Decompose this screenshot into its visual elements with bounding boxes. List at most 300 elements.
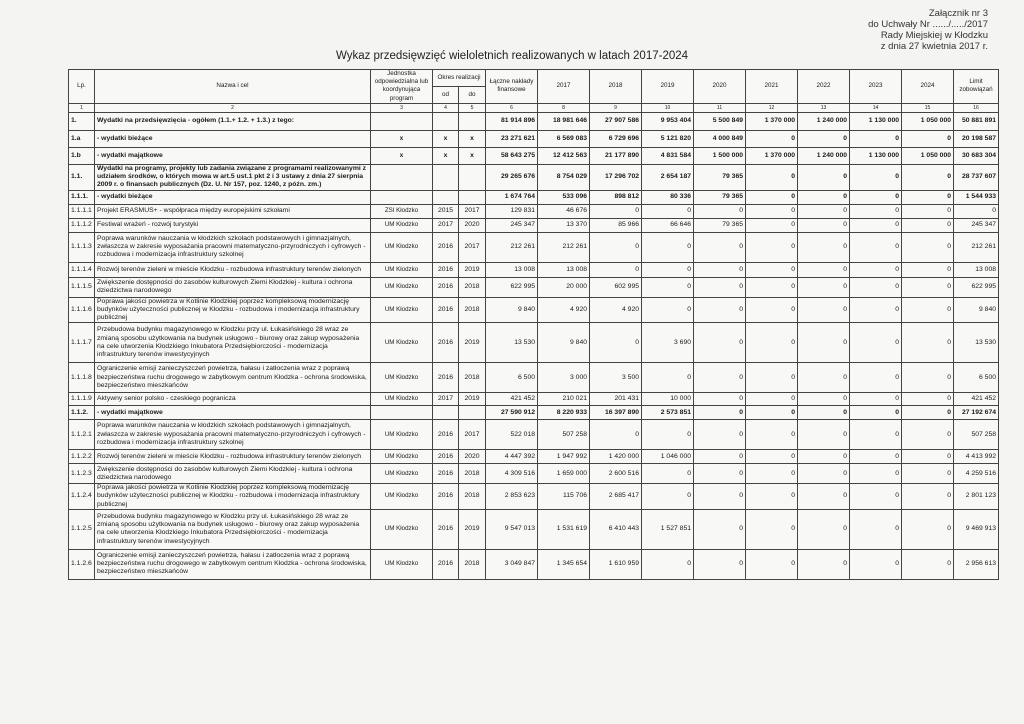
row-year-value: 0 <box>746 232 798 262</box>
row-to: 2018 <box>459 277 486 297</box>
row-year-value: 0 <box>746 323 798 363</box>
row-to: 2017 <box>459 232 486 262</box>
table-row <box>69 277 999 297</box>
row-from: 2017 <box>433 218 459 232</box>
row-lp: 1.1.1.6 <box>69 297 95 323</box>
row-year-value: 0 <box>746 131 798 148</box>
row-year-value: 20 000 <box>538 277 590 297</box>
row-year-value: 0 <box>746 218 798 232</box>
row-year-value: 0 <box>798 464 850 484</box>
row-lp: 1.1.1.4 <box>69 262 95 277</box>
row-year-value: 0 <box>798 509 850 549</box>
row-year-value: 0 <box>902 509 954 549</box>
column-number: 5 <box>459 103 486 112</box>
row-total: 622 995 <box>486 277 538 297</box>
row-from: x <box>433 148 459 165</box>
row-year-value: 0 <box>746 297 798 323</box>
row-limit: 9 469 913 <box>954 509 999 549</box>
row-from: 2016 <box>433 420 459 450</box>
column-number: 13 <box>798 103 850 112</box>
row-year-value: 0 <box>694 363 746 393</box>
row-year-value: 0 <box>902 420 954 450</box>
row-lp: 1.1.1.9 <box>69 393 95 406</box>
row-year-value: 0 <box>746 484 798 510</box>
row-total: 4 309 516 <box>486 464 538 484</box>
row-year-value: 3 500 <box>590 363 642 393</box>
row-lp: 1.1.1.3 <box>69 232 95 262</box>
table-row <box>69 450 999 464</box>
table-row <box>69 232 999 262</box>
row-year-value: 0 <box>902 393 954 406</box>
row-year-value: 533 096 <box>538 190 590 204</box>
header-2021: 2021 <box>746 70 798 104</box>
row-year-value: 0 <box>850 277 902 297</box>
row-name: Ograniczenie emisji zanieczyszczeń powietrza, hałasu i zatłoczenia wraz z poprawą bezpieczeństwa ruchu drogowego w zabytkowym centrum Kłodzka - ochrona środowiska, bezpieczeństwo mieszkańców <box>95 363 371 393</box>
row-year-value: 0 <box>902 297 954 323</box>
table-row <box>69 218 999 232</box>
row-total: 29 265 676 <box>486 165 538 191</box>
header-from: od <box>433 86 459 103</box>
row-year-value: 17 296 702 <box>590 165 642 191</box>
column-number: 12 <box>746 103 798 112</box>
row-lp: 1.1.2.4 <box>69 484 95 510</box>
row-name: Poprawa jakości powietrza w Kotlinie Kłodzkiej poprzez kompleksową modernizację budynków użyteczności publicznej w Kłodzku - rozbudowa i modernizacja infrastruktury publicznej <box>95 484 371 510</box>
row-year-value: 0 <box>798 190 850 204</box>
row-year-value: 2 600 516 <box>590 464 642 484</box>
row-lp: 1.a <box>69 131 95 148</box>
row-limit: 27 192 674 <box>954 406 999 420</box>
header-to: do <box>459 86 486 103</box>
row-year-value: 8 754 029 <box>538 165 590 191</box>
row-name: Rozwój terenów zieleni w mieście Kłodzku - rozbudowa infrastruktury terenów zielonych <box>95 450 371 464</box>
row-unit <box>371 113 433 131</box>
row-year-value: 0 <box>746 450 798 464</box>
row-year-value: 21 177 890 <box>590 148 642 165</box>
row-year-value: 0 <box>590 204 642 218</box>
row-unit: x <box>371 148 433 165</box>
header-unit: Jednostka odpowiedzialna lub koordynująca program <box>371 70 433 104</box>
header-row <box>69 70 999 87</box>
row-limit: 30 683 304 <box>954 148 999 165</box>
row-unit: UM Kłodzko <box>371 549 433 579</box>
row-year-value: 0 <box>746 190 798 204</box>
row-year-value: 0 <box>850 323 902 363</box>
table-row <box>69 393 999 406</box>
row-year-value: 0 <box>746 420 798 450</box>
row-to <box>459 406 486 420</box>
row-from: 2016 <box>433 323 459 363</box>
row-year-value: 0 <box>694 484 746 510</box>
row-year-value: 0 <box>798 420 850 450</box>
row-year-value: 0 <box>694 406 746 420</box>
column-number: 1 <box>69 103 95 112</box>
row-name: - wydatki majątkowe <box>95 406 371 420</box>
annex-line-4: z dnia 27 kwietnia 2017 r. <box>880 41 988 52</box>
document-title: Wykaz przedsięwzięć wieloletnich realizowanych w latach 2017-2024 <box>335 50 689 62</box>
row-year-value: 0 <box>590 420 642 450</box>
row-year-value: 0 <box>590 323 642 363</box>
row-limit: 20 198 587 <box>954 131 999 148</box>
row-year-value: 0 <box>746 363 798 393</box>
row-lp: 1.1.1.5 <box>69 277 95 297</box>
header-2022: 2022 <box>798 70 850 104</box>
row-lp: 1.1.2.5 <box>69 509 95 549</box>
row-year-value: 898 812 <box>590 190 642 204</box>
row-year-value: 0 <box>798 277 850 297</box>
row-year-value: 6 569 083 <box>538 131 590 148</box>
row-lp: 1.1.1.7 <box>69 323 95 363</box>
row-unit: x <box>371 131 433 148</box>
row-total: 13 530 <box>486 323 538 363</box>
row-year-value: 80 336 <box>642 190 694 204</box>
row-year-value: 9 840 <box>538 323 590 363</box>
row-year-value: 212 261 <box>538 232 590 262</box>
table-row <box>69 464 999 484</box>
row-total: 9 840 <box>486 297 538 323</box>
row-year-value: 0 <box>694 420 746 450</box>
row-limit: 4 259 516 <box>954 464 999 484</box>
row-year-value: 0 <box>590 262 642 277</box>
row-limit: 28 737 607 <box>954 165 999 191</box>
row-total: 1 674 764 <box>486 190 538 204</box>
row-year-value: 0 <box>694 509 746 549</box>
row-limit: 6 500 <box>954 363 999 393</box>
row-year-value: 0 <box>902 406 954 420</box>
row-year-value: 0 <box>798 393 850 406</box>
row-year-value: 0 <box>798 218 850 232</box>
row-to <box>459 113 486 131</box>
row-year-value: 0 <box>850 262 902 277</box>
row-from <box>433 406 459 420</box>
row-year-value: 0 <box>798 165 850 191</box>
row-to <box>459 165 486 191</box>
row-name: - wydatki majątkowe <box>95 148 371 165</box>
row-year-value: 0 <box>694 549 746 579</box>
row-total: 58 643 275 <box>486 148 538 165</box>
row-year-value: 1 527 851 <box>642 509 694 549</box>
row-to: 2019 <box>459 323 486 363</box>
row-year-value: 210 021 <box>538 393 590 406</box>
row-total: 13 008 <box>486 262 538 277</box>
row-year-value: 12 412 563 <box>538 148 590 165</box>
row-year-value: 1 500 000 <box>694 148 746 165</box>
header-2017: 2017 <box>538 70 590 104</box>
row-year-value: 1 046 000 <box>642 450 694 464</box>
row-year-value: 3 690 <box>642 323 694 363</box>
row-year-value: 0 <box>850 549 902 579</box>
row-total: 2 853 623 <box>486 484 538 510</box>
row-year-value: 0 <box>694 323 746 363</box>
row-lp: 1.1.2.2 <box>69 450 95 464</box>
row-to: x <box>459 131 486 148</box>
row-year-value: 0 <box>798 323 850 363</box>
row-year-value: 1 130 000 <box>850 113 902 131</box>
row-year-value: 0 <box>850 204 902 218</box>
row-name: Przebudowa budynku magazynowego w Kłodzku przy ul. Łukasińskiego 28 wraz ze zmianą sposobu użytkowania na budynek usługowo - biurowy oraz zakup wyposażenia na cele utworzenia Kłodzkiego Inkubatora Przedsiębiorczości - modernizacja infrastruktury terenów inwestycyjnych <box>95 323 371 363</box>
row-year-value: 0 <box>642 297 694 323</box>
row-year-value: 8 220 933 <box>538 406 590 420</box>
row-name: Poprawa warunków nauczania w kłodzkich szkołach podstawowych i gimnazjalnych, zwłaszcza w zakresie wyposażania pracowni matematyczno-przyrodniczych i cyfrowych - rozbudowa i modernizacja infrastruktury szkolnej <box>95 232 371 262</box>
row-year-value: 0 <box>850 406 902 420</box>
row-unit: UM Kłodzko <box>371 323 433 363</box>
row-to: 2020 <box>459 218 486 232</box>
row-year-value: 0 <box>850 484 902 510</box>
row-limit: 622 995 <box>954 277 999 297</box>
row-year-value: 0 <box>902 131 954 148</box>
row-year-value: 0 <box>902 262 954 277</box>
row-lp: 1. <box>69 113 95 131</box>
row-year-value: 0 <box>746 262 798 277</box>
row-year-value: 0 <box>694 450 746 464</box>
row-to: x <box>459 148 486 165</box>
row-year-value: 79 365 <box>694 190 746 204</box>
row-year-value: 85 966 <box>590 218 642 232</box>
row-from: x <box>433 131 459 148</box>
row-total: 9 547 013 <box>486 509 538 549</box>
row-year-value: 1 050 000 <box>902 148 954 165</box>
row-year-value: 3 000 <box>538 363 590 393</box>
row-lp: 1.1.1.8 <box>69 363 95 393</box>
row-year-value: 0 <box>694 232 746 262</box>
row-unit <box>371 165 433 191</box>
row-unit: UM Kłodzko <box>371 297 433 323</box>
row-year-value: 0 <box>642 277 694 297</box>
row-year-value: 4 920 <box>538 297 590 323</box>
row-year-value: 10 000 <box>642 393 694 406</box>
row-year-value: 2 654 187 <box>642 165 694 191</box>
row-year-value: 0 <box>902 464 954 484</box>
row-year-value: 46 676 <box>538 204 590 218</box>
row-year-value: 4 920 <box>590 297 642 323</box>
row-unit: UM Kłodzko <box>371 450 433 464</box>
row-to: 2018 <box>459 484 486 510</box>
table-row <box>69 190 999 204</box>
header-2019: 2019 <box>642 70 694 104</box>
column-number: 4 <box>433 103 459 112</box>
row-year-value: 0 <box>694 277 746 297</box>
row-year-value: 0 <box>850 393 902 406</box>
row-from: 2016 <box>433 232 459 262</box>
row-name: Aktywny senior polsko - czeskiego pogranicza <box>95 393 371 406</box>
row-name: - wydatki bieżące <box>95 190 371 204</box>
row-year-value: 1 947 992 <box>538 450 590 464</box>
row-year-value: 0 <box>850 131 902 148</box>
row-total: 27 590 912 <box>486 406 538 420</box>
column-number: 10 <box>642 103 694 112</box>
column-number: 16 <box>954 103 999 112</box>
row-limit: 245 347 <box>954 218 999 232</box>
row-name: Przebudowa budynku magazynowego w Kłodzku przy ul. Łukasińskiego 28 wraz ze zmianą sposobu użytkowania na budynek usługowo - biurowy oraz zakup wyposażenia na cele utworzenia Kłodzkiego Inkubatora Przedsiębiorczości - modernizacja infrastruktury terenów inwestycyjnych <box>95 509 371 549</box>
header-name: Nazwa i cel <box>95 70 371 104</box>
row-name: Poprawa jakości powietrza w Kotlinie Kłodzkiej poprzez kompleksową modernizację budynków użyteczności publicznej w Kłodzku - rozbudowa i modernizacja infrastruktury publicznej <box>95 297 371 323</box>
table-row <box>69 131 999 148</box>
row-to: 2019 <box>459 509 486 549</box>
row-year-value: 2 685 417 <box>590 484 642 510</box>
row-year-value: 0 <box>642 484 694 510</box>
row-unit: UM Kłodzko <box>371 484 433 510</box>
row-year-value: 5 121 820 <box>642 131 694 148</box>
row-year-value: 1 240 000 <box>798 113 850 131</box>
row-year-value: 0 <box>642 262 694 277</box>
row-year-value: 1 240 000 <box>798 148 850 165</box>
row-year-value: 1 370 000 <box>746 148 798 165</box>
row-lp: 1.1.1.2 <box>69 218 95 232</box>
table-row <box>69 484 999 510</box>
row-year-value: 0 <box>694 297 746 323</box>
annex-line-1: Załącznik nr 3 <box>928 8 988 19</box>
row-unit: UM Kłodzko <box>371 509 433 549</box>
row-year-value: 1 130 000 <box>850 148 902 165</box>
row-year-value: 0 <box>902 484 954 510</box>
row-year-value: 1 610 959 <box>590 549 642 579</box>
row-to: 2019 <box>459 262 486 277</box>
table-row <box>69 509 999 549</box>
row-year-value: 0 <box>694 464 746 484</box>
header-period: Okres realizacji <box>433 70 486 87</box>
row-from: 2016 <box>433 297 459 323</box>
row-year-value: 13 370 <box>538 218 590 232</box>
row-year-value: 0 <box>746 509 798 549</box>
row-limit: 212 261 <box>954 232 999 262</box>
header-total: Łączne nakłady finansowe <box>486 70 538 104</box>
row-year-value: 0 <box>902 190 954 204</box>
column-number: 9 <box>590 103 642 112</box>
row-from: 2016 <box>433 484 459 510</box>
row-name: Ograniczenie emisji zanieczyszczeń powietrza, hałasu i zatłoczenia wraz z poprawą bezpieczeństwa ruchu drogowego w zabytkowym centrum Kłodzka - ochrona środowiska, bezpieczeństwo mieszkańców <box>95 549 371 579</box>
row-total: 212 261 <box>486 232 538 262</box>
row-limit: 507 258 <box>954 420 999 450</box>
row-from: 2017 <box>433 393 459 406</box>
column-number-row <box>69 103 999 112</box>
row-limit: 9 840 <box>954 297 999 323</box>
row-name: Wydatki na przedsięwzięcia - ogółem (1.1.+ 1.2. + 1.3.) z tego: <box>95 113 371 131</box>
row-year-value: 0 <box>902 363 954 393</box>
column-number: 8 <box>538 103 590 112</box>
row-year-value: 0 <box>798 484 850 510</box>
row-lp: 1.1. <box>69 165 95 191</box>
row-unit <box>371 190 433 204</box>
row-from: 2016 <box>433 464 459 484</box>
row-year-value: 79 365 <box>694 165 746 191</box>
row-unit: UM Kłodzko <box>371 464 433 484</box>
row-lp: 1.1.1. <box>69 190 95 204</box>
row-year-value: 0 <box>902 165 954 191</box>
row-year-value: 0 <box>902 450 954 464</box>
row-from: 2015 <box>433 204 459 218</box>
row-year-value: 507 258 <box>538 420 590 450</box>
row-year-value: 0 <box>746 277 798 297</box>
row-year-value: 4 000 849 <box>694 131 746 148</box>
row-year-value: 0 <box>746 204 798 218</box>
row-year-value: 0 <box>746 464 798 484</box>
annex-header <box>868 8 988 52</box>
column-number: 2 <box>95 103 371 112</box>
row-year-value: 2 573 851 <box>642 406 694 420</box>
row-lp: 1.1.2.3 <box>69 464 95 484</box>
row-year-value: 0 <box>798 549 850 579</box>
row-year-value: 5 500 849 <box>694 113 746 131</box>
row-year-value: 0 <box>850 232 902 262</box>
row-year-value: 1 659 000 <box>538 464 590 484</box>
header-2018: 2018 <box>590 70 642 104</box>
row-year-value: 0 <box>902 232 954 262</box>
row-limit: 4 413 992 <box>954 450 999 464</box>
row-year-value: 602 995 <box>590 277 642 297</box>
row-name: Zwiększenie dostępności do zasobów kulturowych Ziemi Kłodzkiej - kultura i ochrona dziedzictwa narodowego <box>95 464 371 484</box>
column-number: 15 <box>902 103 954 112</box>
row-year-value: 201 431 <box>590 393 642 406</box>
column-number: 3 <box>371 103 433 112</box>
row-year-value: 0 <box>642 420 694 450</box>
row-year-value: 66 646 <box>642 218 694 232</box>
row-year-value: 16 397 890 <box>590 406 642 420</box>
row-lp: 1.1.2.6 <box>69 549 95 579</box>
row-limit: 421 452 <box>954 393 999 406</box>
investment-table <box>68 69 999 580</box>
row-year-value: 0 <box>850 297 902 323</box>
header-limit: Limit zobowiązań <box>954 70 999 104</box>
row-limit: 1 544 933 <box>954 190 999 204</box>
row-total: 129 831 <box>486 204 538 218</box>
row-year-value: 0 <box>902 323 954 363</box>
row-year-value: 0 <box>902 204 954 218</box>
row-name: Poprawa warunków nauczania w kłodzkich szkołach podstawowych i gimnazjalnych, zwłaszcza w zakresie wyposażania pracowni matematyczno-przyrodniczych i cyfrowych - rozbudowa i modernizacja infrastruktury szkolnej <box>95 420 371 450</box>
row-year-value: 0 <box>642 549 694 579</box>
row-year-value: 0 <box>798 450 850 464</box>
header-2024: 2024 <box>902 70 954 104</box>
table-row <box>69 165 999 191</box>
annex-line-2: do Uchwały Nr ....../...../2017 <box>868 19 988 30</box>
row-unit: UM Kłodzko <box>371 232 433 262</box>
row-unit: ZSI Kłodzko <box>371 204 433 218</box>
row-from: 2016 <box>433 262 459 277</box>
row-year-value: 0 <box>902 218 954 232</box>
row-from <box>433 165 459 191</box>
row-year-value: 18 981 646 <box>538 113 590 131</box>
row-year-value: 1 050 000 <box>902 113 954 131</box>
row-year-value: 0 <box>850 165 902 191</box>
row-to: 2020 <box>459 450 486 464</box>
row-year-value: 0 <box>798 262 850 277</box>
row-total: 23 271 621 <box>486 131 538 148</box>
row-to: 2018 <box>459 297 486 323</box>
row-to: 2018 <box>459 464 486 484</box>
row-lp: 1.1.2. <box>69 406 95 420</box>
row-year-value: 0 <box>642 204 694 218</box>
row-from: 2016 <box>433 509 459 549</box>
row-year-value: 0 <box>850 363 902 393</box>
row-to <box>459 190 486 204</box>
row-year-value: 0 <box>746 393 798 406</box>
row-year-value: 1 420 000 <box>590 450 642 464</box>
table-row <box>69 113 999 131</box>
row-from: 2016 <box>433 277 459 297</box>
row-year-value: 0 <box>642 464 694 484</box>
row-year-value: 0 <box>850 420 902 450</box>
row-to: 2017 <box>459 420 486 450</box>
row-year-value: 0 <box>746 165 798 191</box>
row-name: - wydatki bieżące <box>95 131 371 148</box>
header-2020: 2020 <box>694 70 746 104</box>
row-unit: UM Kłodzko <box>371 363 433 393</box>
row-unit: UM Kłodzko <box>371 262 433 277</box>
row-year-value: 79 365 <box>694 218 746 232</box>
row-year-value: 0 <box>798 297 850 323</box>
row-year-value: 0 <box>798 204 850 218</box>
row-to: 2019 <box>459 393 486 406</box>
row-from: 2016 <box>433 363 459 393</box>
column-number: 11 <box>694 103 746 112</box>
